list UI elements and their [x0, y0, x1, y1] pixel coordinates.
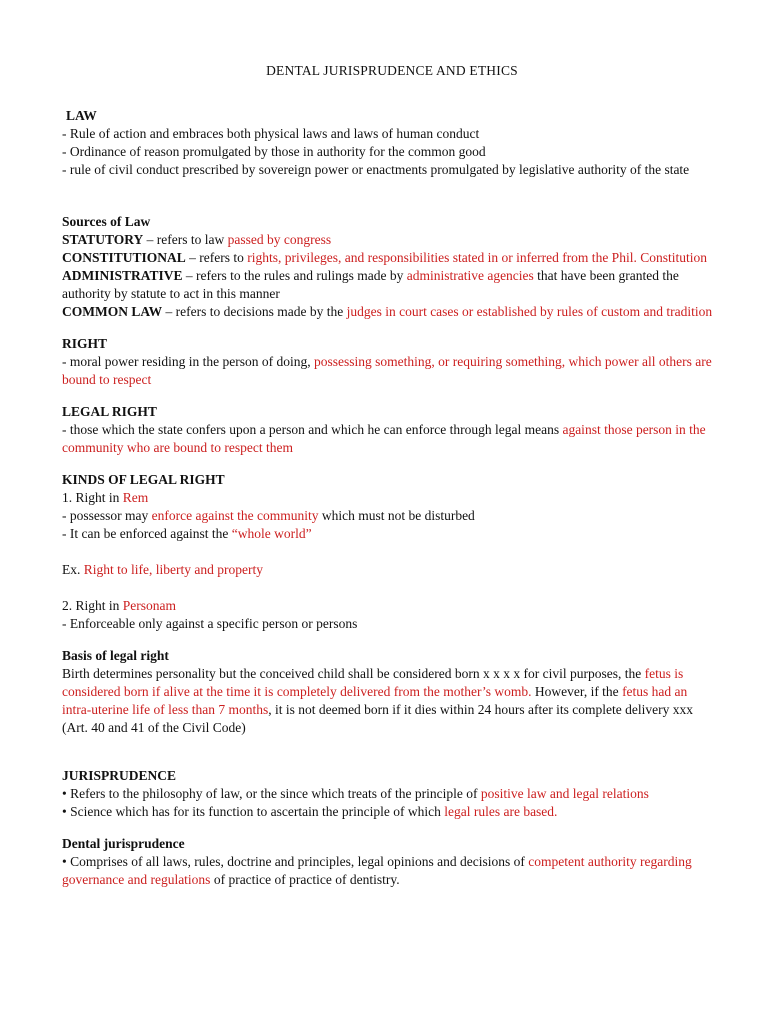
rem-line: - possessor may enforce against the community which must not be disturbed — [62, 508, 475, 523]
dental-jurisprudence-heading: Dental jurisprudence — [62, 836, 185, 851]
right-definition: - moral power residing in the person of doing, possessing something, or requiring something, which power all others are bound to respect — [62, 354, 712, 387]
source-statutory: STATUTORY – refers to law passed by congress — [62, 232, 332, 247]
document-title: DENTAL JURISPRUDENCE AND ETHICS — [266, 63, 518, 78]
law-item: - Rule of action and embraces both physical laws and laws of human conduct — [62, 126, 480, 141]
dental-jurisprudence-bullet: • Comprises of all laws, rules, doctrine and principles, legal opinions and decisions of competent authority regarding governance and regulations of practice of practice of dentistry. — [62, 854, 692, 887]
right-in-rem: 1. Right in Rem — [62, 490, 149, 505]
legal-right-heading: LEGAL RIGHT — [62, 404, 157, 419]
jurisprudence-bullet: • Science which has for its function to ascertain the principle of which legal rules are based. — [62, 804, 558, 819]
source-constitutional: CONSTITUTIONAL – refers to rights, privileges, and responsibilities stated in or inferred from the Phil. Constitution — [62, 250, 707, 265]
example-line: Ex. Right to life, liberty and property — [62, 562, 263, 577]
legal-right-definition: - those which the state confers upon a person and which he can enforce through legal means against those person in the community who are bound to respect them — [62, 422, 706, 455]
document-body — [62, 107, 718, 889]
right-heading: RIGHT — [62, 336, 108, 351]
law-item: - Ordinance of reason promulgated by those in authority for the common good — [62, 144, 486, 159]
right-in-personam: 2. Right in Personam — [62, 598, 177, 613]
basis-paragraph: Birth determines personality but the conceived child shall be considered born x x x x for civil purposes, the fetus is considered born if alive at the time it is completely delivered from the mother’s womb. However, if the fetus had an intra-uterine life of less than 7 months, it is not deemed born if it dies within 24 hours after its complete delivery xxx (Art. 40 and 41 of the Civil Code) — [62, 666, 693, 735]
law-item: - rule of civil conduct prescribed by sovereign power or enactments promulgated by legislative authority of the state — [62, 162, 690, 177]
kinds-heading: KINDS OF LEGAL RIGHT — [62, 472, 225, 487]
source-administrative: ADMINISTRATIVE – refers to the rules and rulings made by administrative agencies that have been granted the authority by statute to act in this manner — [62, 268, 679, 301]
rem-line: - It can be enforced against the “whole world” — [62, 526, 312, 541]
personam-line: - Enforceable only against a specific person or persons — [62, 616, 358, 631]
jurisprudence-heading: JURISPRUDENCE — [62, 768, 177, 783]
law-heading: LAW — [66, 108, 97, 123]
source-common-law: COMMON LAW – refers to decisions made by the judges in court cases or established by rules of custom and tradition — [62, 304, 713, 319]
basis-heading: Basis of legal right — [62, 648, 169, 663]
sources-heading: Sources of Law — [62, 214, 151, 229]
jurisprudence-bullet: • Refers to the philosophy of law, or the since which treats of the principle of positive law and legal relations — [62, 786, 649, 801]
